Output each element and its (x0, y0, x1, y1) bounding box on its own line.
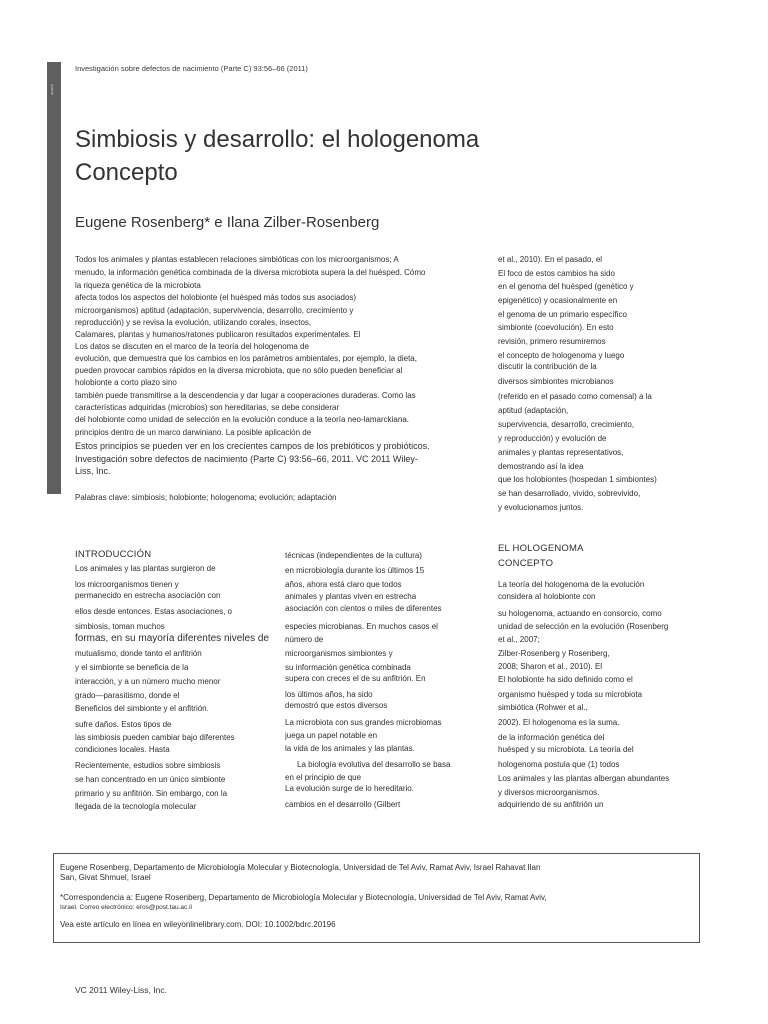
section-heading-hologenome: EL HOLOGENOMA (498, 543, 584, 554)
text-line: Beneficios del simbionte y el anfitrión. (75, 704, 209, 713)
text-line: microorganismos simbiontes y (285, 649, 393, 658)
text-line: La microbiota con sus grandes microbiomas (285, 718, 442, 727)
text-line: se han desarrollado, vivido, sobrevivido, (498, 489, 641, 498)
section-heading-introduction: INTRODUCCIÓN (75, 549, 152, 560)
text-line: los microorganismos tienen y (75, 580, 179, 589)
text-line: Los animales y las plantas albergan abundantes (498, 774, 670, 783)
title-line: Concepto (75, 159, 178, 186)
abstract-line: reproducción) y se revisa la evolución, utilizando corales, insectos, (75, 318, 312, 327)
text-line: organismo huésped y toda su microbiota (498, 690, 643, 699)
text-line: el genoma de un primario específico (498, 310, 627, 319)
authors: Eugene Rosenberg* e Ilana Zilber-Rosenberg (75, 214, 380, 231)
text-line: en el genoma del huésped (genético y (498, 282, 634, 291)
text-line: supera con creces el de su anfitrión. En (285, 674, 426, 683)
text-line: se han concentrado en un único simbionte (75, 775, 226, 784)
section-heading-hologenome: CONCEPTO (498, 558, 554, 569)
text-line: La evolución surge de lo hereditario. (285, 784, 414, 793)
text-line: considera al holobionte con (498, 592, 596, 601)
text-line: ellos desde entonces. Estas asociaciones, o (75, 607, 232, 616)
text-line: et al., 2007; (498, 635, 540, 644)
text-line: que los holobiontes (hospedan 1 simbiontes) (498, 475, 657, 484)
abstract-line: Investigación sobre defectos de nacimiento (Parte C) 93:56–66, 2011. VC 2011 Wiley- (75, 454, 418, 464)
text-line: La teoría del hologenoma de la evolución (498, 580, 645, 589)
text-line: simbiosis, toman muchos (75, 622, 165, 631)
text-line: el concepto de hologenoma y luego (498, 351, 625, 360)
correspondence-email: Israel. Correo electrónico: eros@post.tau.ac.il (60, 904, 192, 911)
text-line: aptitud (adaptación, (498, 406, 569, 415)
affiliation-line: Eugene Rosenberg, Departamento de Microbiología Molecular y Biotecnología, Universidad de Tel Aviv, Ramat Aviv, Israel Rahavat Ilan (60, 863, 541, 872)
text-line: mutualismo, donde tanto el anfitrión (75, 649, 202, 658)
text-line: simbiótica (Rohwer et al., (498, 703, 588, 712)
text-line: de la información genética del (498, 733, 605, 742)
abstract-line: afecta todos los aspectos del holobionte (el huésped más todos sus asociados) (75, 293, 357, 302)
text-line: número de (285, 635, 324, 644)
abstract-line: Los datos se discuten en el marco de la teoría del hologenoma de (75, 342, 309, 351)
abstract-line: la riqueza genética de la microbiota (75, 281, 201, 290)
copyright: VC 2011 Wiley-Liss, Inc. (75, 985, 167, 995)
abstract-line: principios dentro de un marco darwiniano. La posible aplicación de (75, 428, 312, 437)
text-line: interacción, y a un número mucho menor (75, 677, 221, 686)
text-line: 2008; Sharon et al., 2010). El (498, 662, 603, 671)
text-line: los últimos años, ha sido (285, 690, 373, 699)
text-line: su hologenoma, actuando en consorcio, como (498, 609, 662, 618)
text-line: sufre daños. Estos tipos de (75, 720, 172, 729)
abstract-line: Calamares, plantas y humanos/ratones publicaron resultados experimentales. El (75, 330, 361, 339)
text-line: años, ahora está claro que todos (285, 580, 402, 589)
title-line: Simbiosis y desarrollo: el hologenoma (75, 126, 480, 153)
side-bar-text: Article (50, 84, 55, 96)
text-line: animales y plantas viven en estrecha (285, 592, 417, 601)
text-line: animales y plantas representativos, (498, 448, 624, 457)
abstract-line: evolución, que demuestra que los cambios en los parámetros ambientales, por ejemplo, la dieta, (75, 354, 417, 363)
text-line: simbionte (coevolución). En esto (498, 323, 614, 332)
text-line: et al., 2010). En el pasado, el (498, 255, 603, 264)
doi-line: Vea este artículo en línea en wileyonlinelibrary.com. DOI: 10.1002/bdrc.20196 (60, 920, 336, 929)
text-line: y el simbionte se beneficia de la (75, 663, 189, 672)
text-line: llegada de la tecnología molecular (75, 802, 197, 811)
text-line: diversos simbiontes microbianos (498, 377, 614, 386)
abstract-line: del holobionte como unidad de selección en la evolución conduce a la teoría neo-lamarckiana. (75, 415, 409, 424)
text-line: formas, en su mayoría diferentes niveles de (75, 633, 269, 644)
text-line: juega un papel notable en (285, 731, 378, 740)
abstract-line: Todos los animales y plantas establecen relaciones simbióticas con los microorganismos; A (75, 255, 399, 264)
abstract-line: holobionte a corto plazo sino (75, 378, 177, 387)
text-line: epigenético) y ocasionalmente en (498, 296, 618, 305)
abstract-line: también puede transmitirse a la descendencia y dar lugar a cooperaciones duraderas. Como las (75, 391, 416, 400)
text-line: huésped y su microbiota. La teoría del (498, 745, 634, 754)
text-line: cambios en el desarrollo (Gilbert (285, 800, 401, 809)
text-line: El holobionte ha sido definido como el (498, 675, 633, 684)
text-line: supervivencia, desarrollo, crecimiento, (498, 420, 635, 429)
text-line: adquiriendo de su anfitrión un (498, 800, 604, 809)
text-line: (referido en el pasado como comensal) a la (498, 392, 652, 401)
text-line: demostró que estos diversos (285, 701, 388, 710)
side-bar (47, 62, 61, 494)
text-line: Recientemente, estudios sobre simbiosis (75, 761, 221, 770)
article-title (75, 123, 635, 189)
text-line: Zilber-Rosenberg y Rosenberg, (498, 649, 610, 658)
abstract-line: pueden provocar cambios rápidos en la diversa microbiota, que no sólo pueden beneficiar al (75, 366, 403, 375)
running-head: Investigación sobre defectos de nacimiento (Parte C) 93:56–66 (2011) (75, 64, 308, 73)
keywords: Palabras clave: simbiosis; holobionte; hologenoma; evolución; adaptación (75, 493, 337, 502)
correspondence-line: *Correspondencia a: Eugene Rosenberg, Departamento de Microbiología Molecular y Biotecnología, Universidad de Tel Aviv, Ramat Aviv, (60, 893, 547, 902)
text-line: El foco de estos cambios ha sido (498, 269, 615, 278)
text-line: permanecido en estrecha asociación con (75, 591, 221, 600)
text-line: en el principio de que (285, 773, 362, 782)
text-line: discutir la contribución de la (498, 362, 597, 371)
text-line: Los animales y las plantas surgieron de (75, 564, 216, 573)
abstract-line: características adquiridas (microbios) son hereditarias, se debe considerar (75, 403, 340, 412)
text-line: hologenoma postula que (1) todos (498, 760, 620, 769)
text-line: las simbiosis pueden cambiar bajo diferentes (75, 733, 235, 742)
text-line: primario y su anfitrión. Sin embargo, con la (75, 789, 228, 798)
text-line: en microbiología durante los últimos 15 (285, 566, 425, 575)
text-line: especies microbianas. En muchos casos el (285, 622, 438, 631)
text-line: 2002). El hologenoma es la suma. (498, 718, 620, 727)
text-line: condiciones locales. Hasta (75, 745, 170, 754)
text-line: demostrando así la idea (498, 462, 584, 471)
text-line: y diversos microorganismos. (498, 788, 600, 797)
affiliation-line: San, Givat Shmuel, Israel (60, 873, 151, 882)
text-line: su información genética combinada (285, 663, 411, 672)
text-line: y reproducción) y evolución de (498, 434, 607, 443)
text-line: la vida de los animales y las plantas. (285, 744, 415, 753)
abstract-line: menudo, la información genética combinada de la diversa microbiota supera la del huésped. Cómo (75, 268, 426, 277)
text-line: unidad de selección en la evolución (Rosenberg (498, 622, 669, 631)
text-line: técnicas (independientes de la cultura) (285, 551, 422, 560)
text-line: y evolucionamos juntos. (498, 503, 584, 512)
abstract-line: Liss, Inc. (75, 466, 111, 476)
text-line: La biología evolutiva del desarrollo se basa (297, 760, 451, 769)
text-line: revisión, primero resumiremos (498, 337, 606, 346)
text-line: asociación con cientos o miles de diferentes (285, 604, 442, 613)
abstract-line: microorganismos) aptitud (adaptación, supervivencia, desarrollo, crecimiento y (75, 306, 354, 315)
text-line: grado—parasitismo, donde el (75, 691, 180, 700)
abstract-line: Estos principios se pueden ver en los crecientes campos de los prebióticos y probióticos. (75, 441, 430, 451)
